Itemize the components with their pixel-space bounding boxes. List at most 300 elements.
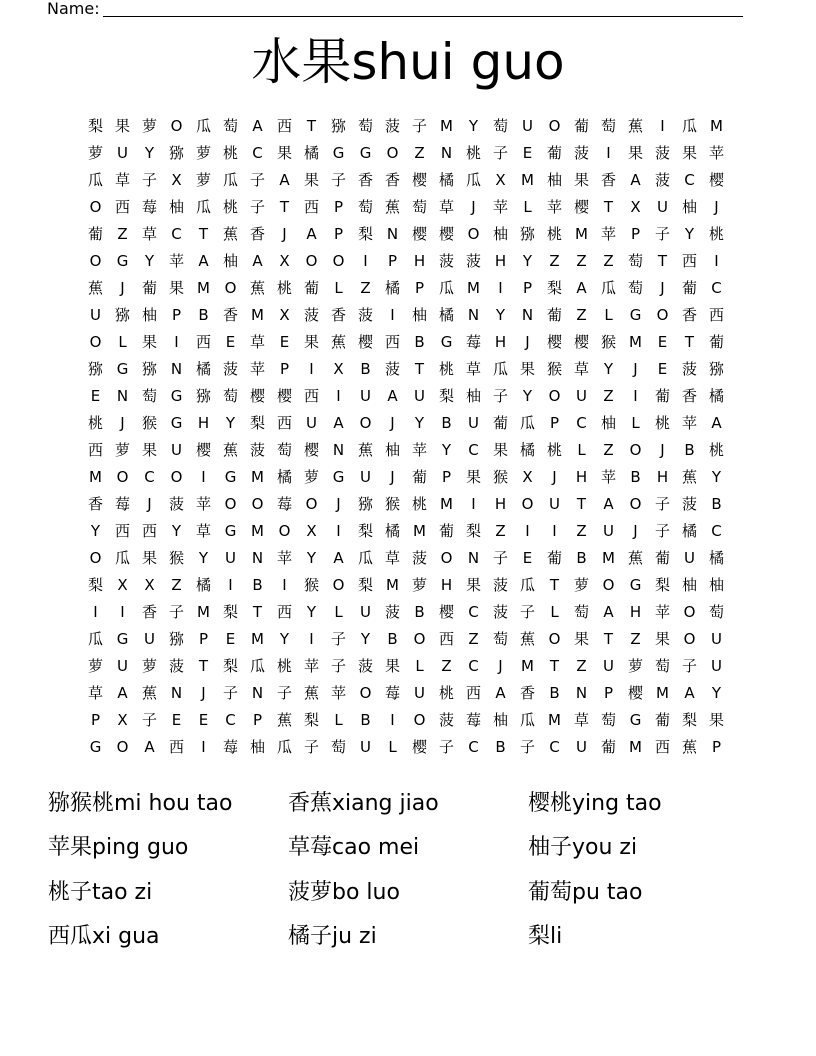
grid-letter: 草	[141, 225, 157, 243]
grid-letter: U	[684, 549, 695, 567]
grid-letter: E	[279, 333, 290, 351]
grid-letter: O	[89, 198, 102, 216]
grid-letter: 香	[519, 684, 535, 702]
grid-letter: 樱	[573, 333, 589, 351]
grid-letter: H	[413, 252, 426, 270]
grid-letter: T	[252, 603, 263, 621]
grid-letter: 子	[492, 549, 508, 567]
grid-letter: J	[498, 657, 503, 675]
grid-letter: 子	[330, 630, 346, 648]
grid-letter: U	[360, 603, 371, 621]
page-title: 水果shui guo	[251, 33, 565, 91]
grid-letter: 莓	[141, 198, 157, 216]
grid-letter: 子	[168, 603, 184, 621]
grid-letter: 蕉	[303, 684, 319, 702]
grid-letter: A	[279, 171, 290, 189]
grid-letter: 莓	[222, 738, 238, 756]
grid-letter: 梨	[87, 117, 103, 135]
grid-letter: M	[602, 549, 615, 567]
grid-letter: 蕉	[276, 711, 292, 729]
grid-letter: 橘	[195, 576, 211, 594]
grid-letter: 猴	[546, 360, 562, 378]
grid-row	[82, 194, 732, 221]
grid-letter: 桃	[438, 684, 454, 702]
grid-letter: P	[549, 414, 560, 432]
grid-letter: 菠	[168, 495, 184, 513]
grid-letter: J	[525, 333, 530, 351]
grid-letter: 苹	[492, 198, 508, 216]
grid-letter: C	[711, 522, 722, 540]
grid-letter: 橘	[384, 279, 400, 297]
grid-letter: 橘	[708, 549, 724, 567]
grid-letter: A	[603, 495, 614, 513]
grid-letter: M	[251, 468, 264, 486]
grid-row	[82, 437, 732, 464]
grid-letter: 橘	[276, 468, 292, 486]
grid-letter: 苹	[411, 441, 427, 459]
grid-letter: 瓜	[87, 171, 103, 189]
grid-letter: I	[93, 603, 98, 621]
grid-letter: I	[606, 144, 611, 162]
grid-letter: 梨	[357, 576, 373, 594]
grid-letter: 西	[384, 333, 400, 351]
grid-letter: X	[144, 576, 155, 594]
grid-letter: P	[171, 306, 182, 324]
grid-letter: G	[116, 252, 129, 270]
grid-letter: O	[629, 441, 642, 459]
grid-letter: 果	[573, 630, 589, 648]
grid-row	[82, 410, 732, 437]
grid-letter: O	[305, 252, 318, 270]
grid-letter: 莓	[465, 333, 481, 351]
grid-letter: 香	[384, 171, 400, 189]
grid-letter: 猕	[168, 144, 184, 162]
grid-letter: 葡	[681, 279, 697, 297]
grid-letter: 橘	[438, 171, 454, 189]
grid-letter: M	[710, 117, 723, 135]
grid-letter: 萄	[222, 117, 238, 135]
grid-letter: A	[603, 603, 614, 621]
grid-letter: 萝	[114, 441, 130, 459]
grid-letter: 苹	[654, 603, 670, 621]
word-search-grid	[82, 113, 732, 761]
grid-letter: 柚	[492, 225, 508, 243]
grid-letter: N	[521, 306, 534, 324]
grid-letter: J	[201, 684, 206, 702]
grid-letter: A	[198, 252, 209, 270]
grid-letter: U	[117, 657, 128, 675]
word-bank-item: 梨li	[528, 924, 563, 950]
grid-letter: 桃	[465, 144, 481, 162]
grid-letter: 菠	[168, 657, 184, 675]
grid-letter: L	[334, 279, 343, 297]
grid-row	[82, 707, 732, 734]
grid-letter: L	[523, 198, 532, 216]
grid-letter: 猕	[195, 387, 211, 405]
grid-letter: 橘	[519, 441, 535, 459]
grid-letter: I	[201, 468, 206, 486]
grid-letter: 蕉	[222, 441, 238, 459]
grid-letter: 西	[303, 198, 319, 216]
grid-letter: U	[468, 414, 479, 432]
grid-letter: J	[552, 468, 557, 486]
grid-letter: 樱	[546, 333, 562, 351]
grid-letter: 蕉	[87, 279, 103, 297]
grid-letter: O	[89, 333, 102, 351]
grid-letter: G	[116, 630, 129, 648]
grid-letter: 瓜	[114, 549, 130, 567]
grid-letter: L	[577, 441, 586, 459]
grid-letter: M	[251, 630, 264, 648]
grid-letter: 猴	[168, 549, 184, 567]
grid-letter: 子	[519, 738, 535, 756]
grid-letter: 桃	[654, 414, 670, 432]
grid-letter: B	[630, 468, 641, 486]
grid-letter: 瓜	[222, 171, 238, 189]
grid-letter: J	[282, 225, 287, 243]
grid-letter: 葡	[546, 306, 562, 324]
grid-letter: 香	[249, 225, 265, 243]
grid-letter: 瓜	[600, 279, 616, 297]
grid-letter: U	[603, 522, 614, 540]
grid-letter: T	[549, 657, 560, 675]
grid-letter: Y	[522, 387, 533, 405]
word-bank-item: 桃子tao zi	[48, 879, 153, 905]
grid-row	[82, 167, 732, 194]
grid-letter: 果	[681, 144, 697, 162]
grid-letter: N	[170, 684, 183, 702]
grid-letter: C	[468, 441, 479, 459]
grid-letter: 果	[492, 441, 508, 459]
grid-row	[82, 518, 732, 545]
grid-letter: C	[576, 414, 587, 432]
grid-letter: 子	[303, 738, 319, 756]
grid-row	[82, 248, 732, 275]
grid-letter: 瓜	[519, 414, 535, 432]
grid-letter: I	[390, 711, 395, 729]
grid-letter: 瓜	[519, 711, 535, 729]
grid-letter: U	[576, 387, 587, 405]
grid-letter: 西	[276, 117, 292, 135]
grid-letter: 草	[465, 360, 481, 378]
grid-letter: 萄	[708, 603, 724, 621]
grid-letter: O	[386, 144, 399, 162]
grid-letter: N	[251, 549, 264, 567]
grid-letter: B	[549, 684, 560, 702]
grid-letter: 猴	[141, 414, 157, 432]
grid-letter: L	[550, 603, 559, 621]
grid-letter: 瓜	[195, 117, 211, 135]
grid-letter: 西	[303, 387, 319, 405]
grid-letter: 萝	[303, 468, 319, 486]
grid-letter: L	[388, 738, 397, 756]
grid-letter: 菠	[438, 711, 454, 729]
grid-letter: 梨	[465, 522, 481, 540]
grid-letter: 果	[573, 171, 589, 189]
grid-letter: O	[359, 414, 372, 432]
grid-letter: 莓	[384, 684, 400, 702]
grid-letter: G	[359, 144, 372, 162]
grid-letter: 葡	[600, 738, 616, 756]
grid-letter: 果	[519, 360, 535, 378]
grid-letter: G	[629, 711, 642, 729]
grid-row	[82, 329, 732, 356]
grid-letter: P	[333, 225, 344, 243]
grid-letter: 葡	[546, 549, 562, 567]
grid-letter: 菠	[249, 441, 265, 459]
grid-letter: G	[629, 306, 642, 324]
grid-letter: N	[575, 684, 588, 702]
grid-letter: 葡	[654, 711, 670, 729]
word-bank-item: 猕猴桃mi hou tao	[48, 790, 233, 816]
grid-letter: 子	[654, 225, 670, 243]
grid-letter: J	[660, 441, 665, 459]
grid-letter: O	[278, 522, 291, 540]
grid-letter: P	[441, 468, 452, 486]
grid-letter: B	[576, 549, 587, 567]
grid-letter: 猕	[708, 360, 724, 378]
grid-letter: N	[467, 306, 480, 324]
grid-letter: G	[170, 414, 183, 432]
grid-letter: 萄	[411, 198, 427, 216]
grid-letter: Y	[684, 225, 695, 243]
grid-letter: 莓	[114, 495, 130, 513]
grid-letter: U	[90, 306, 101, 324]
grid-letter: G	[224, 522, 237, 540]
word-bank-item: 西瓜xi gua	[48, 924, 160, 950]
grid-letter: I	[309, 360, 314, 378]
grid-letter: O	[224, 279, 237, 297]
grid-letter: 蕉	[222, 225, 238, 243]
grid-letter: Y	[711, 684, 722, 702]
grid-letter: O	[251, 495, 264, 513]
grid-letter: E	[225, 630, 236, 648]
grid-letter: 蕉	[681, 468, 697, 486]
grid-letter: C	[171, 225, 182, 243]
word-bank-row	[48, 779, 768, 824]
grid-letter: 蕉	[519, 630, 535, 648]
grid-letter: E	[225, 333, 236, 351]
grid-letter: 果	[141, 549, 157, 567]
grid-letter: 猴	[492, 468, 508, 486]
grid-letter: 果	[276, 144, 292, 162]
grid-letter: H	[494, 333, 507, 351]
grid-letter: O	[116, 738, 129, 756]
grid-letter: 萄	[573, 603, 589, 621]
grid-letter: I	[174, 333, 179, 351]
grid-letter: 萄	[492, 117, 508, 135]
grid-letter: P	[198, 630, 209, 648]
grid-letter: Y	[603, 360, 614, 378]
grid-letter: 葡	[87, 225, 103, 243]
grid-letter: Y	[441, 441, 452, 459]
grid-letter: 樱	[627, 684, 643, 702]
grid-letter: 苹	[600, 468, 616, 486]
grid-letter: Y	[306, 549, 317, 567]
word-bank-item: 柚子you zi	[528, 835, 638, 861]
grid-letter: B	[387, 630, 398, 648]
grid-letter: A	[306, 225, 317, 243]
grid-letter: A	[387, 387, 398, 405]
grid-letter: 梨	[87, 576, 103, 594]
grid-letter: C	[711, 279, 722, 297]
grid-letter: O	[683, 630, 696, 648]
grid-letter: 葡	[573, 117, 589, 135]
grid-letter: 瓜	[87, 630, 103, 648]
grid-letter: 桃	[222, 198, 238, 216]
grid-letter: Z	[576, 306, 587, 324]
grid-letter: 柚	[168, 198, 184, 216]
grid-letter: H	[440, 576, 453, 594]
grid-letter: 菠	[357, 657, 373, 675]
grid-letter: 萝	[141, 117, 157, 135]
grid-letter: B	[360, 360, 371, 378]
grid-letter: I	[309, 630, 314, 648]
grid-letter: O	[332, 252, 345, 270]
grid-letter: P	[711, 738, 722, 756]
grid-letter: 蕉	[330, 333, 346, 351]
grid-letter: Z	[360, 279, 371, 297]
grid-letter: 樱	[411, 225, 427, 243]
name-underline	[103, 16, 743, 17]
grid-letter: Y	[495, 306, 506, 324]
grid-letter: Z	[441, 657, 452, 675]
grid-letter: G	[332, 144, 345, 162]
grid-row	[82, 491, 732, 518]
grid-letter: I	[714, 252, 719, 270]
grid-letter: 葡	[654, 387, 670, 405]
grid-letter: 萄	[141, 387, 157, 405]
grid-letter: M	[251, 306, 264, 324]
grid-letter: 子	[141, 711, 157, 729]
grid-letter: X	[333, 360, 344, 378]
grid-row	[82, 221, 732, 248]
grid-letter: 蕉	[357, 441, 373, 459]
grid-letter: 菠	[303, 306, 319, 324]
grid-letter: 樱	[438, 603, 454, 621]
grid-letter: 柚	[249, 738, 265, 756]
grid-letter: A	[576, 279, 587, 297]
grid-letter: 香	[600, 171, 616, 189]
grid-letter: O	[332, 576, 345, 594]
grid-row	[82, 572, 732, 599]
grid-letter: 樱	[249, 387, 265, 405]
grid-letter: Y	[306, 603, 317, 621]
grid-letter: 瓜	[681, 117, 697, 135]
grid-letter: 猴	[384, 495, 400, 513]
grid-letter: 柚	[141, 306, 157, 324]
grid-letter: J	[633, 522, 638, 540]
grid-letter: 樱	[357, 333, 373, 351]
grid-letter: P	[630, 225, 641, 243]
grid-letter: 樱	[573, 198, 589, 216]
grid-letter: 西	[681, 252, 697, 270]
grid-letter: 樱	[708, 171, 724, 189]
grid-letter: 子	[141, 171, 157, 189]
word-bank-item: 橘子ju zi	[288, 924, 377, 950]
grid-letter: L	[604, 306, 613, 324]
grid-letter: M	[467, 279, 480, 297]
grid-letter: 萄	[330, 738, 346, 756]
name-label: Name:	[47, 0, 100, 18]
grid-letter: O	[683, 603, 696, 621]
grid-letter: J	[714, 198, 719, 216]
grid-letter: Y	[225, 414, 236, 432]
grid-letter: U	[549, 495, 560, 513]
grid-letter: 瓜	[276, 738, 292, 756]
grid-letter: 果	[141, 441, 157, 459]
grid-letter: 草	[249, 333, 265, 351]
grid-letter: 桃	[276, 657, 292, 675]
grid-letter: X	[279, 306, 290, 324]
word-bank-row	[48, 913, 768, 958]
grid-letter: 樱	[438, 225, 454, 243]
grid-letter: Z	[603, 441, 614, 459]
grid-letter: M	[575, 225, 588, 243]
grid-letter: C	[468, 603, 479, 621]
grid-letter: 子	[681, 657, 697, 675]
grid-letter: A	[252, 252, 263, 270]
grid-row	[82, 302, 732, 329]
grid-letter: 子	[330, 171, 346, 189]
grid-letter: O	[548, 117, 561, 135]
grid-letter: C	[144, 468, 155, 486]
grid-letter: 桃	[276, 279, 292, 297]
grid-letter: 萄	[492, 630, 508, 648]
grid-letter: M	[440, 117, 453, 135]
grid-letter: G	[170, 387, 183, 405]
grid-letter: I	[498, 279, 503, 297]
grid-letter: 子	[411, 117, 427, 135]
word-bank-row	[48, 868, 768, 913]
grid-letter: 葡	[141, 279, 157, 297]
grid-letter: 蕉	[249, 279, 265, 297]
grid-letter: 梨	[654, 576, 670, 594]
grid-letter: 橘	[384, 522, 400, 540]
grid-letter: Y	[468, 117, 479, 135]
grid-letter: 橘	[708, 387, 724, 405]
grid-letter: U	[414, 387, 425, 405]
grid-letter: 草	[87, 684, 103, 702]
grid-letter: 菠	[357, 306, 373, 324]
grid-letter: 梨	[546, 279, 562, 297]
grid-letter: 苹	[681, 414, 697, 432]
grid-letter: E	[522, 549, 533, 567]
grid-letter: 橘	[681, 522, 697, 540]
grid-letter: O	[440, 549, 453, 567]
grid-letter: 樱	[195, 441, 211, 459]
grid-letter: 樱	[303, 441, 319, 459]
grid-letter: 菠	[384, 117, 400, 135]
grid-letter: G	[629, 576, 642, 594]
grid-letter: 果	[303, 171, 319, 189]
grid-letter: U	[603, 657, 614, 675]
grid-letter: O	[89, 549, 102, 567]
grid-letter: 西	[276, 414, 292, 432]
grid-letter: 萄	[627, 279, 643, 297]
grid-letter: 猕	[141, 360, 157, 378]
grid-letter: I	[660, 117, 665, 135]
grid-letter: J	[390, 468, 395, 486]
grid-row	[82, 734, 732, 761]
grid-letter: O	[359, 684, 372, 702]
grid-letter: U	[117, 144, 128, 162]
grid-letter: M	[89, 468, 102, 486]
grid-letter: I	[525, 522, 530, 540]
grid-letter: 菠	[654, 171, 670, 189]
grid-letter: P	[522, 279, 533, 297]
grid-letter: 柚	[384, 441, 400, 459]
